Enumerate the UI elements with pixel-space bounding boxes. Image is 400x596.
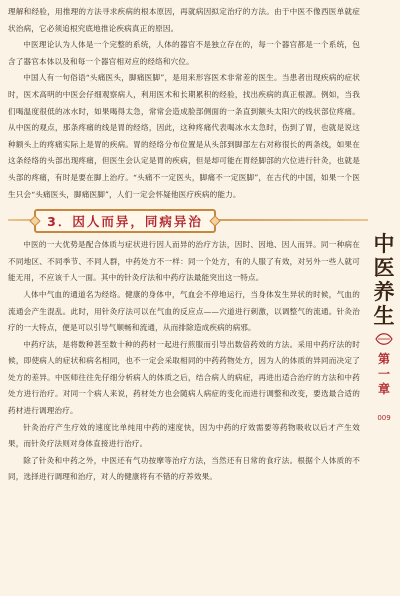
paragraph-continued: 理解和经验，用推理的方法寻求疾病的根本原因，再就病因拟定治疗的方法。由于中医不像西医单就症状治病，它必须追根究底地推论疾病真正的原因。 bbox=[8, 7, 360, 33]
banner-frame bbox=[34, 209, 216, 233]
chapter-sidebar bbox=[366, 0, 400, 596]
paragraph-acupuncture-speed: 针灸治疗产生疗效的速度比单纯用中药的速度快，因为中药的疗效需要等药物吸收以后才产生效果，而针灸疗法则对身体直接进行治疗。 bbox=[8, 422, 360, 449]
paragraph-meridians: 人体中气血的通道名为经络。健康的身体中，气血会不停地运行，当身体发生异状的时候，气血的流通会产生混乱。此时，用针灸疗法可以在气血的反应点——穴道进行刺激，以调整气的流通。针灸治疗的一大特点，便是可以引导气顺畅和流通，从而排除造成疾病的病邪。 bbox=[8, 289, 360, 333]
paragraph-advantage: 中医的一大优势是配合体质与症状进行因人而异的治疗方法，因时、因地、因人而异。同一种病在不同地区、不同季节、不同人群，中药处方不一样：同一个处方，有的人服了有效，对另外一些人就可能无用，不应该千人一面。其中的针灸疗法和中药疗法最能突出这一特点。 bbox=[8, 240, 360, 283]
main-text-column bbox=[8, 4, 360, 486]
paragraph-proverb: 中国人有一句俗语“头痛医头，脚痛医脚”，是用来形容医术非常差的医生。当患者出现疾病的症状时，医术高明的中医会仔细观察病人，利用医术和长期累积的经验，找出疾病的真正根源。例如，当我们喝温度很低的冰水时，如果喝得太急，常常会造成脸部侧面的一条直到额头太阳穴的线状部位疼痛。从中医的观点，那条疼痛的线是胃的经络，因此，这种疼痛代表喝冰水太急时，伤到了胃，也就是说这种额头上的疼痛实际上是胃的疾病。胃的经络分布位置是从头部到脚部左右对称很长的两条线，如果在这条经络的头部出现疼痛，但医生会认定是胃的疾病，但是却可能在胃经脚部的穴位进行针灸，也就是头部的疼痛，有时是要在脚上治疗。“头痛不一定医头，脚痛不一定医脚”，在古代的中国，如果一个医生只会“头痛医头，脚痛医脚”，人们一定会怀疑他医疗疾病的能力。 bbox=[8, 73, 360, 199]
paragraph-other-methods: 除了针灸和中药之外，中医还有气功按摩等治疗方法，当然还有日常的食疗法。根据个人体质的不同，选择进行调理和治疗，对人的健康将有不错的疗养效果。 bbox=[8, 455, 360, 482]
section-heading-banner bbox=[8, 209, 360, 231]
paragraph-herbal: 中药疗法，是将数种甚至数十种的药材一起进行煎服而引导出数倍药效的方法。采用中药疗法的时候，即使病人的症状和病名相同，也不一定会采取相同的中药药物处方，因为人的体质的异同而决定了处方的差异。中医师往往先仔细分析病人的体质之后，结合病人的病症，再进出适合治疗的方法和中药处方进行治疗。对同一个病人来说，药材处方也会随病人病症的变化而进行调整和改变，要选最合适的药材进行调理治疗。 bbox=[8, 339, 360, 416]
paragraph-system: 中医理论认为人体是一个完整的系统，人体的器官不是独立存在的，每一个器官都是一个系统，包含了器官本体以及和每一个器官相对应的经络和穴位。 bbox=[8, 40, 360, 66]
chapter-label: 第 一 章 bbox=[377, 352, 390, 396]
page-number: 009 bbox=[377, 414, 391, 422]
book-title: 中 医 养 生 bbox=[373, 232, 395, 328]
section-heading: 3．因人而异，同病异治 bbox=[47, 214, 203, 230]
leaf-icon bbox=[375, 332, 393, 346]
